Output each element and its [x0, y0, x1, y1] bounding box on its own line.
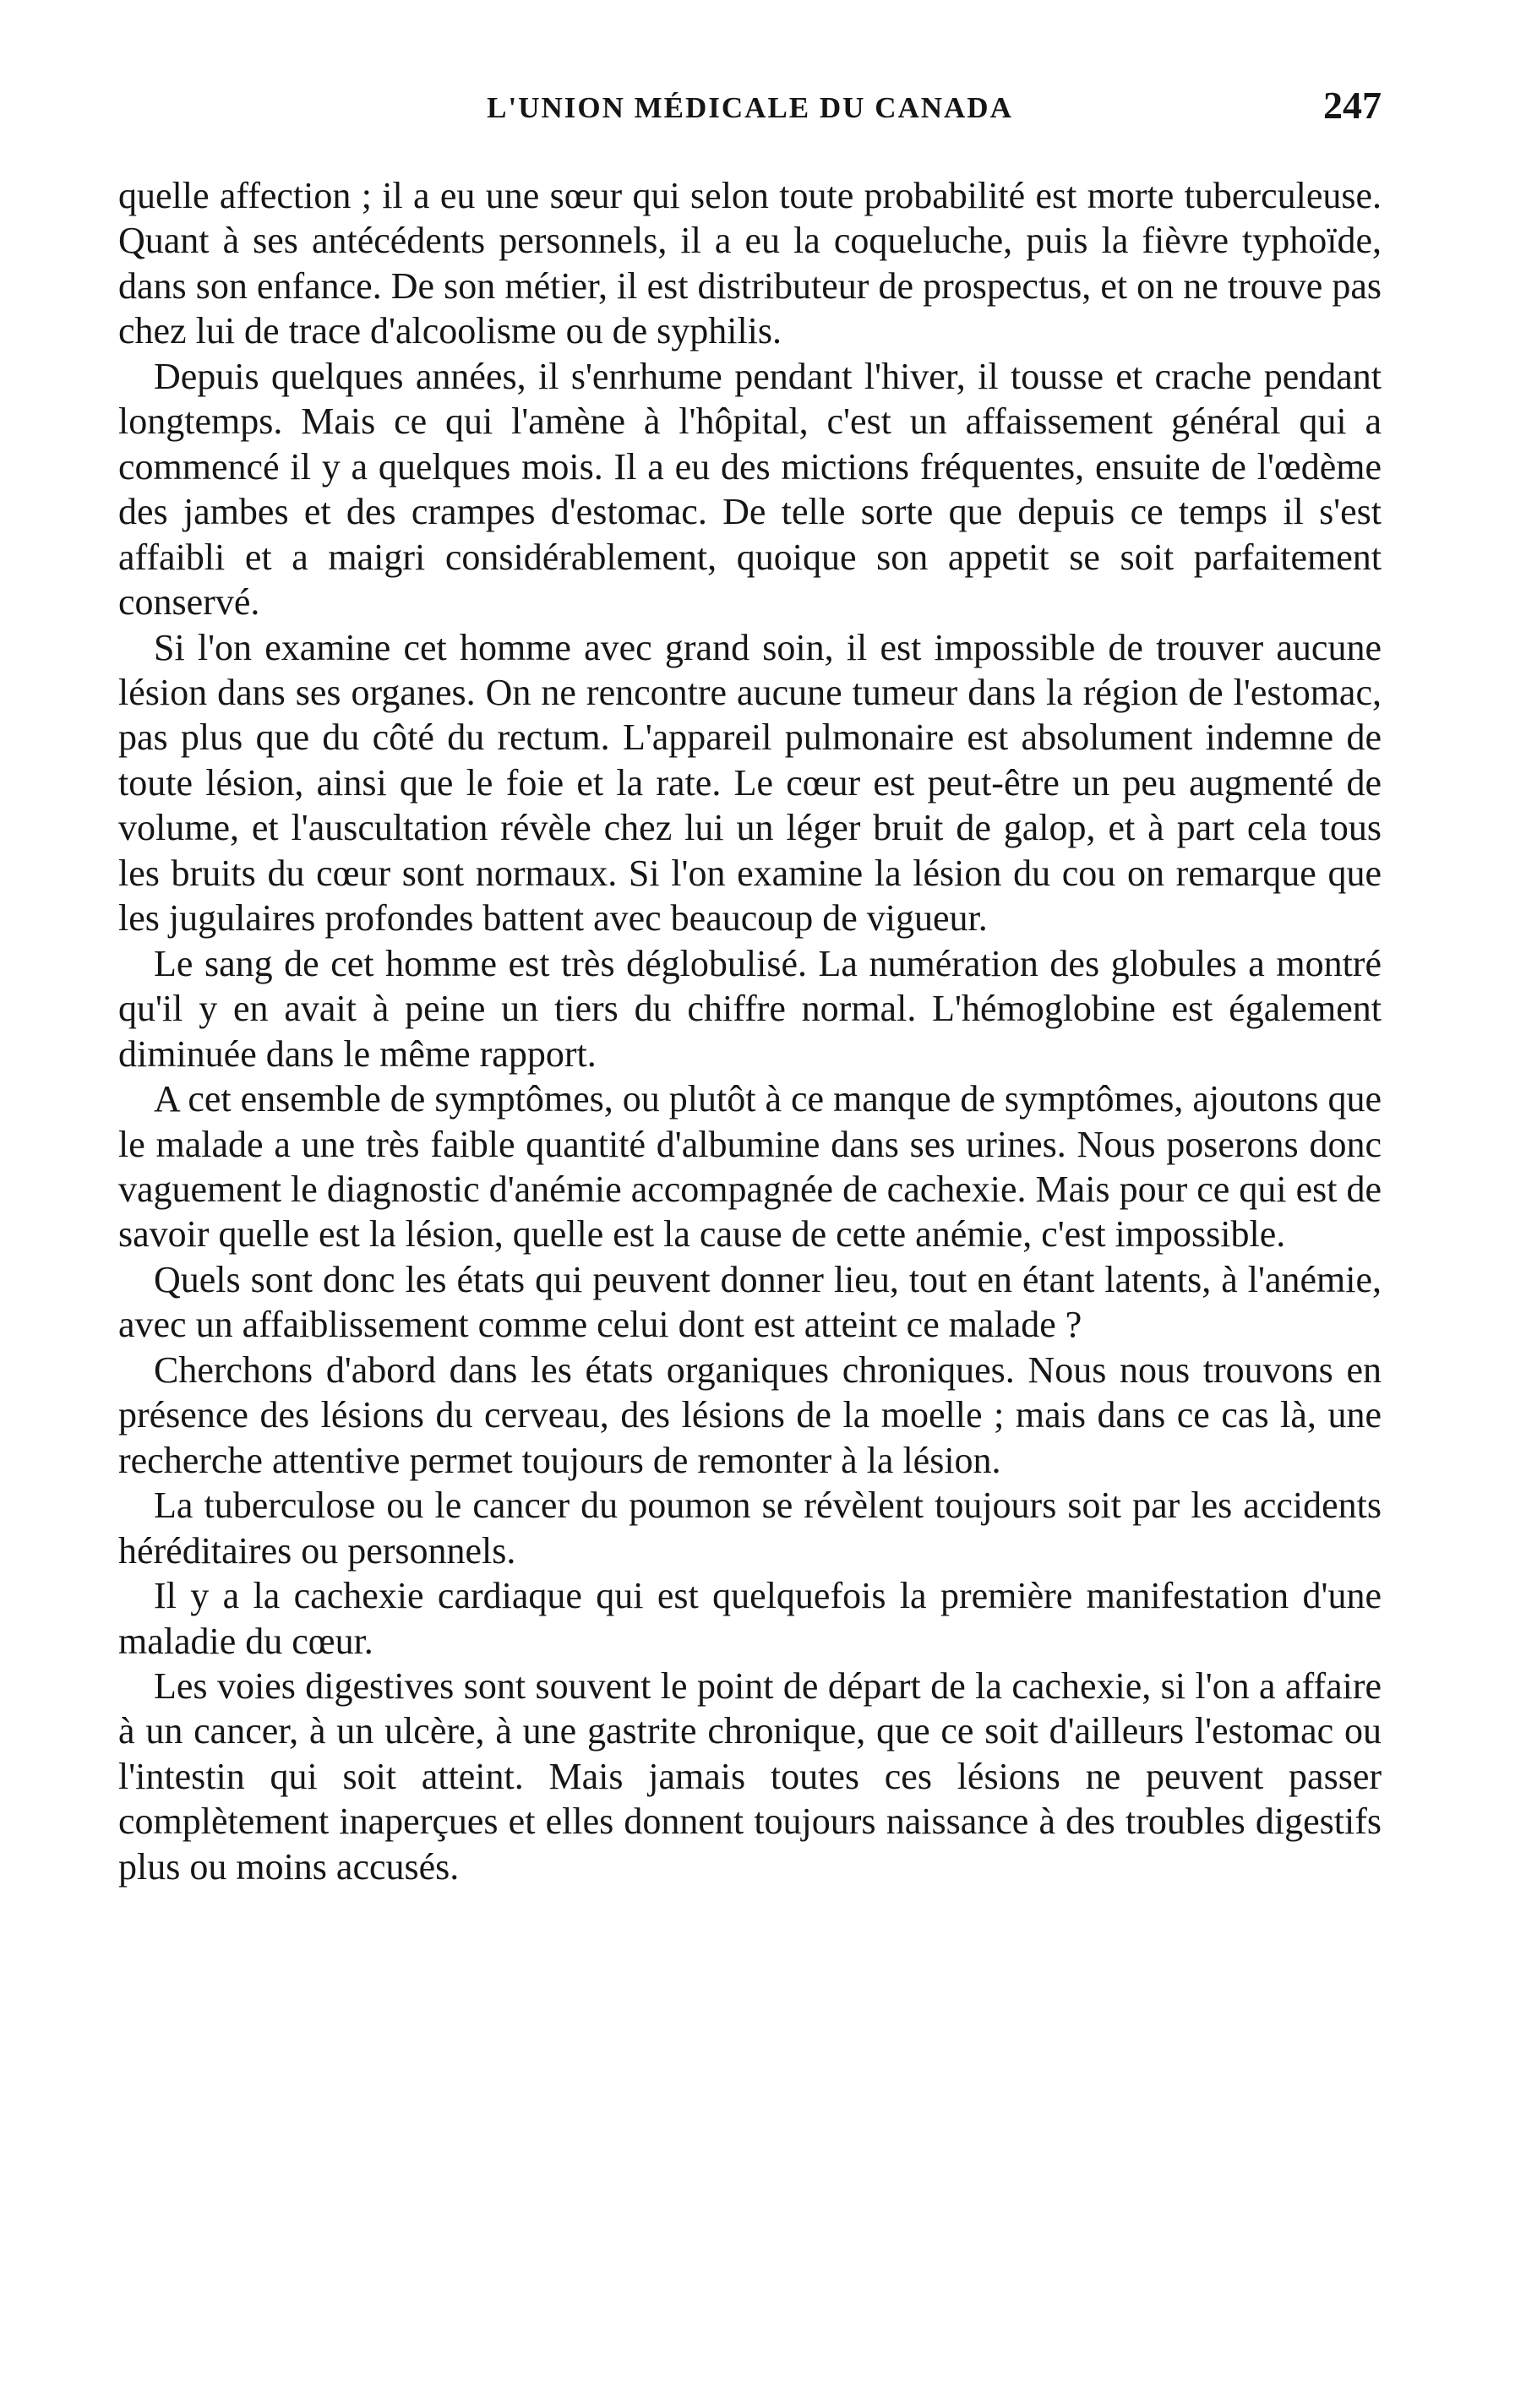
- page-number: 247: [1323, 84, 1382, 127]
- paragraph-3: Si l'on examine cet homme avec grand soin, il est impossible de trouver aucune lésion dans ses organes. On ne rencontre aucune tumeur dans la région de l'estomac, pas plus que du côté du rectum. L'appareil pulmonaire est absolument indemne de toute lésion, ainsi que le foie et la rate. Le cœur est peut-être un peu augmenté de volume, et l'auscultation révèle chez lui un léger bruit de galop, et à part cela tous les bruits du cœur sont normaux. Si l'on examine la lésion du cou on remarque que les jugulaires profondes battent avec beaucoup de vigueur.: [118, 626, 1382, 940]
- paragraph-6: Quels sont donc les états qui peuvent donner lieu, tout en étant latents, à l'anémie, avec un affaiblissement comme celui dont est atteint ce malade ?: [118, 1258, 1382, 1346]
- journal-title: L'UNION MÉDICALE DU CANADA: [487, 91, 1013, 124]
- paragraph-10: Les voies digestives sont souvent le point de départ de la cachexie, si l'on a affaire à un cancer, à un ulcère, à une gastrite chronique, que ce soit d'ailleurs l'estomac ou l'intestin qui soit atteint. Mais jamais toutes ces lésions ne peuvent passer complètement inaperçues et elles donnent toujours naissance à des troubles digestifs plus ou moins accusés.: [118, 1664, 1382, 1888]
- running-head: [118, 83, 1382, 133]
- paragraph-7: Cherchons d'abord dans les états organiques chroniques. Nous nous trouvons en présence des lésions du cerveau, des lésions de la moelle ; mais dans ce cas là, une recherche attentive permet toujours de remonter à la lésion.: [118, 1348, 1382, 1481]
- paragraph-5: A cet ensemble de symptômes, ou plutôt à ce manque de symptômes, ajoutons que le malade a une très faible quantité d'albumine dans ses urines. Nous poserons donc vaguement le diagnostic d'anémie accompagnée de cachexie. Mais pour ce qui est de savoir quelle est la lésion, quelle est la cause de cette anémie, c'est impossible.: [118, 1078, 1382, 1256]
- paragraph-4: Le sang de cet homme est très déglobulisé. La numération des globules a montré qu'il y en avait à peine un tiers du chiffre normal. L'hémoglobine est également diminuée dans le même rapport.: [118, 942, 1382, 1075]
- body-text: [118, 173, 1382, 1889]
- paragraph-8: La tuberculose ou le cancer du poumon se révèlent toujours soit par les accidents héréditaires ou personnels.: [118, 1485, 1382, 1572]
- paragraph-9: Il y a la cachexie cardiaque qui est quelquefois la première manifestation d'une maladie du cœur.: [118, 1575, 1382, 1662]
- paragraph-2: Depuis quelques années, il s'enrhume pendant l'hiver, il tousse et crache pendant longtemps. Mais ce qui l'amène à l'hôpital, c'est un affaissement général qui a commencé il y a quelques mois. Il a eu des mictions fréquentes, ensuite de l'œdème des jambes et des crampes d'estomac. De telle sorte que depuis ce temps il s'est affaibli et a maigri considérablement, quoique son appetit se soit parfaitement conservé.: [118, 355, 1382, 624]
- paragraph-1: quelle affection ; il a eu une sœur qui selon toute probabilité est morte tuberculeuse. Quant à ses antécédents personnels, il a eu la coqueluche, puis la fièvre typhoïde, dans son enfance. De son métier, il est distributeur de prospectus, et on ne trouve pas chez lui de trace d'alcoolisme ou de syphilis.: [118, 175, 1382, 352]
